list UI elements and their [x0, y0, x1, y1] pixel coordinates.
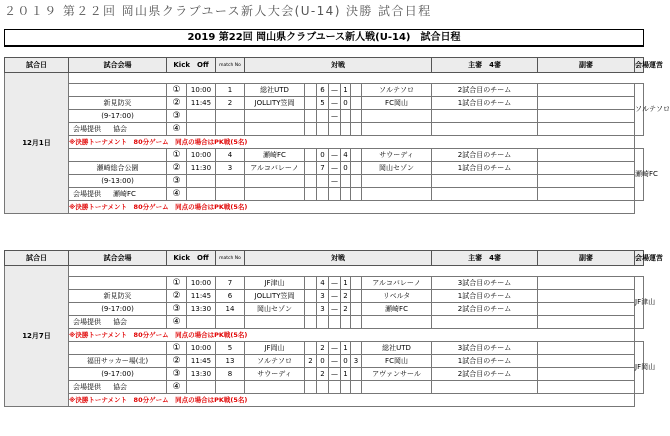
- header-match: 対戦: [245, 58, 432, 73]
- note-row: [5, 394, 644, 407]
- match-number: 13: [216, 355, 245, 368]
- venue-blank: [69, 277, 167, 290]
- venue-organizer: JF津山: [635, 277, 644, 329]
- away-team: FC岡山: [362, 355, 432, 368]
- match-number: [216, 110, 245, 123]
- kickoff-time: [187, 316, 216, 329]
- game-number: ④: [167, 316, 187, 329]
- home-team: 瀬崎FC: [245, 149, 305, 162]
- chief-referee: 2試合目のチーム: [432, 303, 538, 316]
- schedule-table-day-1: [4, 57, 670, 214]
- kickoff-time: [187, 381, 216, 394]
- home-team: [245, 316, 305, 329]
- game-number: ①: [167, 277, 187, 290]
- home-team: JOLLITY笠岡: [245, 290, 305, 303]
- home-score: 3: [317, 303, 329, 316]
- away-team: [362, 381, 432, 394]
- match-number: 4: [216, 149, 245, 162]
- table-row: [5, 84, 644, 97]
- game-number: ④: [167, 188, 187, 201]
- sub-referee: [538, 277, 635, 290]
- away-pk: [351, 97, 362, 110]
- kickoff-time: 10:00: [187, 84, 216, 97]
- schedule-title: 2019 第22回 岡山県クラブユース新人戦(U-14) 試合日程: [4, 29, 644, 47]
- away-team: アルコバレーノ: [362, 277, 432, 290]
- away-pk: 3: [351, 355, 362, 368]
- match-number: 14: [216, 303, 245, 316]
- venue-organizer: ソルテソロ: [635, 84, 644, 136]
- venue-provider: [69, 316, 167, 329]
- table-row: [5, 97, 644, 110]
- home-pk: [305, 277, 317, 290]
- spacer-row: [5, 266, 644, 277]
- home-score: [317, 110, 329, 123]
- provider-label: 会場提供: [73, 382, 101, 391]
- match-number: 8: [216, 368, 245, 381]
- away-score: [341, 188, 351, 201]
- home-pk: [305, 84, 317, 97]
- game-number: ③: [167, 175, 187, 188]
- tournament-note: ※決勝トーナメント 80分ゲーム 同点の場合はPK戦(5名): [69, 201, 635, 214]
- venue-blank: [69, 342, 167, 355]
- header-date: 試合日: [5, 251, 69, 266]
- home-score: 6: [317, 84, 329, 97]
- kickoff-time: 11:45: [187, 97, 216, 110]
- away-score: 1: [341, 342, 351, 355]
- sub-referee: [538, 84, 635, 97]
- score-dash: —: [329, 149, 341, 162]
- table-row: [5, 149, 644, 162]
- chief-referee: [432, 188, 538, 201]
- away-score: 0: [341, 355, 351, 368]
- away-score: 0: [341, 97, 351, 110]
- score-dash: —: [329, 110, 341, 123]
- provider-name: 協会: [113, 124, 127, 133]
- spacer-row: [5, 73, 644, 84]
- sub-referee: [538, 303, 635, 316]
- venue-hours: (9-17:00): [69, 110, 167, 123]
- chief-referee: 3試合目のチーム: [432, 277, 538, 290]
- home-pk: [305, 149, 317, 162]
- table-row: [5, 290, 644, 303]
- away-pk: [351, 162, 362, 175]
- away-score: [341, 316, 351, 329]
- away-team: リベルタ: [362, 290, 432, 303]
- home-score: [317, 316, 329, 329]
- away-score: 1: [341, 277, 351, 290]
- score-dash: —: [329, 290, 341, 303]
- kickoff-time: [187, 175, 216, 188]
- provider-name: 瀬崎FC: [113, 189, 136, 198]
- score-dash: [329, 381, 341, 394]
- header-match-no: match No: [216, 251, 245, 266]
- away-score: [341, 123, 351, 136]
- home-pk: [305, 303, 317, 316]
- kickoff-time: 10:00: [187, 277, 216, 290]
- score-dash: —: [329, 368, 341, 381]
- match-number: 3: [216, 162, 245, 175]
- header-kickoff: Kick Off: [167, 251, 216, 266]
- kickoff-time: 11:45: [187, 290, 216, 303]
- kickoff-time: 13:30: [187, 303, 216, 316]
- away-team: サウーディ: [362, 149, 432, 162]
- note-row: [5, 201, 644, 214]
- away-team: [362, 316, 432, 329]
- away-team: [362, 110, 432, 123]
- home-team: サウーディ: [245, 368, 305, 381]
- away-pk: [351, 123, 362, 136]
- home-team: [245, 110, 305, 123]
- date-cell: 12月7日: [5, 266, 69, 407]
- away-score: 1: [341, 368, 351, 381]
- away-score: 2: [341, 290, 351, 303]
- away-team: 岡山セゾン: [362, 162, 432, 175]
- provider-label: 会場提供: [73, 189, 101, 198]
- away-score: 2: [341, 303, 351, 316]
- chief-referee: [432, 123, 538, 136]
- table-row: [5, 355, 644, 368]
- match-number: [216, 316, 245, 329]
- chief-referee: 2試合目のチーム: [432, 368, 538, 381]
- header-row: [5, 251, 644, 266]
- home-team: [245, 381, 305, 394]
- score-dash: [329, 188, 341, 201]
- away-pk: [351, 188, 362, 201]
- venue-hours: (9-17:00): [69, 368, 167, 381]
- kickoff-time: [187, 123, 216, 136]
- home-score: [317, 381, 329, 394]
- away-score: 0: [341, 162, 351, 175]
- kickoff-time: 10:00: [187, 149, 216, 162]
- header-organizer: 会場運営: [635, 251, 644, 266]
- home-score: [317, 188, 329, 201]
- home-score: [317, 175, 329, 188]
- game-number: ③: [167, 110, 187, 123]
- match-number: 7: [216, 277, 245, 290]
- venue-name: 瀬崎総合公園: [69, 162, 167, 175]
- score-dash: —: [329, 277, 341, 290]
- home-score: 5: [317, 97, 329, 110]
- home-team: [245, 175, 305, 188]
- home-score: 2: [317, 342, 329, 355]
- sub-referee: [538, 97, 635, 110]
- match-number: 1: [216, 84, 245, 97]
- provider-label: 会場提供: [73, 317, 101, 326]
- sub-referee: [538, 290, 635, 303]
- match-number: 2: [216, 97, 245, 110]
- match-number: [216, 188, 245, 201]
- game-number: ②: [167, 290, 187, 303]
- table-row: [5, 175, 644, 188]
- home-team: [245, 123, 305, 136]
- score-dash: —: [329, 97, 341, 110]
- match-number: [216, 123, 245, 136]
- note-row: [5, 136, 644, 149]
- table-row: [5, 316, 644, 329]
- away-score: [341, 175, 351, 188]
- table-row: [5, 342, 644, 355]
- table-row: [5, 110, 644, 123]
- home-score: 7: [317, 162, 329, 175]
- chief-referee: [432, 110, 538, 123]
- header-venue: 試合会場: [69, 251, 167, 266]
- game-number: ①: [167, 342, 187, 355]
- table-row: [5, 277, 644, 290]
- sub-referee: [538, 342, 635, 355]
- chief-referee: 3試合目のチーム: [432, 342, 538, 355]
- home-pk: [305, 188, 317, 201]
- sub-referee: [538, 188, 635, 201]
- away-team: 総社UTD: [362, 342, 432, 355]
- home-team: 岡山セゾン: [245, 303, 305, 316]
- home-team: 総社UTD: [245, 84, 305, 97]
- away-pk: [351, 381, 362, 394]
- away-pk: [351, 290, 362, 303]
- header-date: 試合日: [5, 58, 69, 73]
- tournament-note: ※決勝トーナメント 80分ゲーム 同点の場合はPK戦(5名): [69, 329, 635, 342]
- kickoff-time: 13:30: [187, 368, 216, 381]
- score-dash: [329, 123, 341, 136]
- venue-provider: [69, 123, 167, 136]
- venue-organizer: JF岡山: [635, 342, 644, 394]
- chief-referee: 2試合目のチーム: [432, 149, 538, 162]
- venue-blank: [69, 149, 167, 162]
- venue-name: 新見防災: [69, 290, 167, 303]
- table-row: [5, 162, 644, 175]
- table-row: [5, 123, 644, 136]
- chief-referee: 1試合目のチーム: [432, 162, 538, 175]
- header-match-no: match No: [216, 58, 245, 73]
- home-score: 0: [317, 355, 329, 368]
- header-sub-ref: 副審: [538, 251, 635, 266]
- away-pk: [351, 110, 362, 123]
- chief-referee: [432, 316, 538, 329]
- home-team: JF岡山: [245, 342, 305, 355]
- sub-referee: [538, 381, 635, 394]
- score-dash: —: [329, 355, 341, 368]
- game-number: ③: [167, 303, 187, 316]
- match-number: [216, 175, 245, 188]
- game-number: ②: [167, 162, 187, 175]
- match-number: 5: [216, 342, 245, 355]
- home-pk: [305, 175, 317, 188]
- home-pk: [305, 110, 317, 123]
- header-match: 対戦: [245, 251, 432, 266]
- table-row: [5, 381, 644, 394]
- chief-referee: 1試合目のチーム: [432, 290, 538, 303]
- home-score: 0: [317, 149, 329, 162]
- home-pk: 2: [305, 355, 317, 368]
- away-pk: [351, 149, 362, 162]
- header-venue: 試合会場: [69, 58, 167, 73]
- away-score: 4: [341, 149, 351, 162]
- away-team: [362, 123, 432, 136]
- game-number: ①: [167, 84, 187, 97]
- provider-name: 協会: [113, 317, 127, 326]
- home-team: [245, 188, 305, 201]
- sub-referee: [538, 149, 635, 162]
- chief-referee: 1試合目のチーム: [432, 355, 538, 368]
- chief-referee: 1試合目のチーム: [432, 97, 538, 110]
- provider-name: 協会: [113, 382, 127, 391]
- home-pk: [305, 123, 317, 136]
- header-chief-ref: 主審 4審: [432, 58, 538, 73]
- home-score: [317, 123, 329, 136]
- header-kickoff: Kick Off: [167, 58, 216, 73]
- venue-hours: (9-17:00): [69, 303, 167, 316]
- away-pk: [351, 368, 362, 381]
- table-row: [5, 368, 644, 381]
- away-score: [341, 110, 351, 123]
- home-team: アルコバレーノ: [245, 162, 305, 175]
- home-pk: [305, 316, 317, 329]
- home-pk: [305, 342, 317, 355]
- tournament-note: ※決勝トーナメント 80分ゲーム 同点の場合はPK戦(5名): [69, 394, 635, 407]
- match-number: [216, 381, 245, 394]
- home-pk: [305, 97, 317, 110]
- note-row: [5, 329, 644, 342]
- provider-label: 会場提供: [73, 124, 101, 133]
- sub-referee: [538, 110, 635, 123]
- date-cell: 12月1日: [5, 73, 69, 214]
- score-dash: —: [329, 84, 341, 97]
- home-team: JOLLITY笠岡: [245, 97, 305, 110]
- chief-referee: [432, 175, 538, 188]
- away-pk: [351, 303, 362, 316]
- kickoff-time: 11:45: [187, 355, 216, 368]
- home-team: ソルテソロ: [245, 355, 305, 368]
- away-pk: [351, 316, 362, 329]
- game-number: ②: [167, 355, 187, 368]
- sub-referee: [538, 368, 635, 381]
- away-team: [362, 175, 432, 188]
- home-score: 2: [317, 368, 329, 381]
- away-team: [362, 188, 432, 201]
- score-dash: [329, 316, 341, 329]
- game-number: ②: [167, 97, 187, 110]
- home-team: JF津山: [245, 277, 305, 290]
- game-number: ④: [167, 123, 187, 136]
- kickoff-time: [187, 188, 216, 201]
- score-dash: —: [329, 342, 341, 355]
- chief-referee: 2試合目のチーム: [432, 84, 538, 97]
- venue-name: 福田サッカー場(北): [69, 355, 167, 368]
- kickoff-time: 10:00: [187, 342, 216, 355]
- away-team: FC岡山: [362, 97, 432, 110]
- match-number: 6: [216, 290, 245, 303]
- home-pk: [305, 368, 317, 381]
- game-number: ③: [167, 368, 187, 381]
- kickoff-time: 11:30: [187, 162, 216, 175]
- away-pk: [351, 342, 362, 355]
- sub-referee: [538, 316, 635, 329]
- away-team: 瀬崎FC: [362, 303, 432, 316]
- tournament-note: ※決勝トーナメント 80分ゲーム 同点の場合はPK戦(5名): [69, 136, 635, 149]
- score-dash: —: [329, 162, 341, 175]
- game-number: ①: [167, 149, 187, 162]
- schedule-table-day-2: [4, 250, 664, 407]
- game-number: ④: [167, 381, 187, 394]
- away-score: [341, 381, 351, 394]
- home-pk: [305, 381, 317, 394]
- away-pk: [351, 277, 362, 290]
- sub-referee: [538, 162, 635, 175]
- venue-provider: [69, 188, 167, 201]
- table-row: [5, 303, 644, 316]
- away-team: ソルテソロ: [362, 84, 432, 97]
- venue-name: 新見防災: [69, 97, 167, 110]
- page-heading: ２０１９ 第２２回 岡山県クラブユース新人大会(U-14) 決勝 試合日程: [4, 4, 432, 18]
- score-dash: —: [329, 303, 341, 316]
- home-score: 3: [317, 290, 329, 303]
- venue-provider: [69, 381, 167, 394]
- venue-blank: [69, 84, 167, 97]
- chief-referee: [432, 381, 538, 394]
- score-dash: —: [329, 175, 341, 188]
- header-sub-ref: 副審: [538, 58, 635, 73]
- table-row: [5, 188, 644, 201]
- header-row: [5, 58, 644, 73]
- home-score: 4: [317, 277, 329, 290]
- venue-hours: (9-13:00): [69, 175, 167, 188]
- home-pk: [305, 290, 317, 303]
- away-pk: [351, 175, 362, 188]
- kickoff-time: [187, 110, 216, 123]
- header-chief-ref: 主審 4審: [432, 251, 538, 266]
- home-pk: [305, 162, 317, 175]
- away-team: アヴァンサール: [362, 368, 432, 381]
- header-organizer: 会場運営: [635, 58, 644, 73]
- venue-organizer: 瀬崎FC: [635, 149, 644, 201]
- sub-referee: [538, 175, 635, 188]
- away-score: 1: [341, 84, 351, 97]
- sub-referee: [538, 123, 635, 136]
- away-pk: [351, 84, 362, 97]
- sub-referee: [538, 355, 635, 368]
